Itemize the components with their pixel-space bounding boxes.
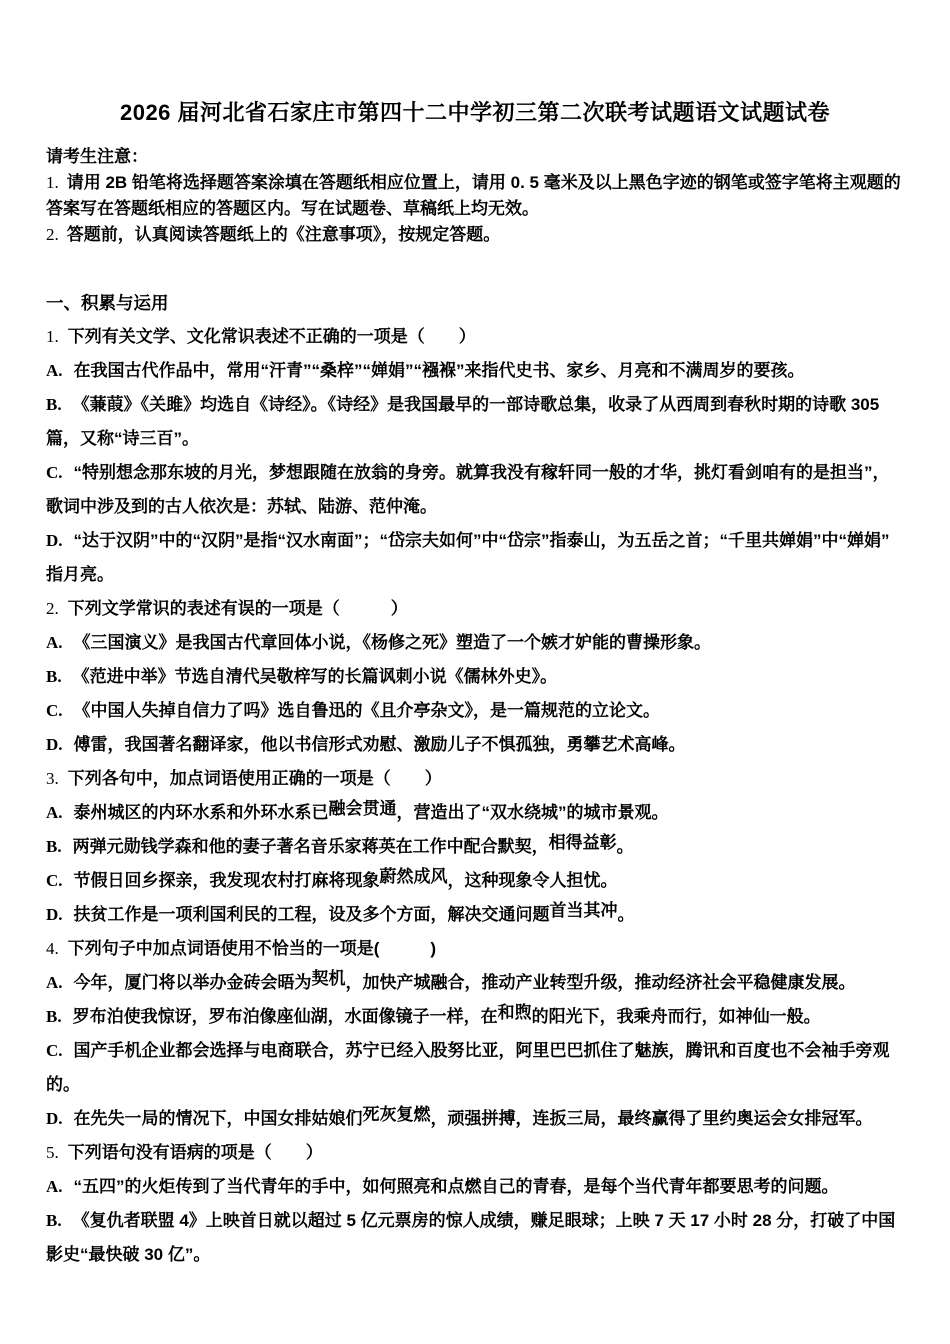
notice-item — [46, 222, 904, 248]
question-block — [46, 762, 904, 932]
option-row — [46, 898, 904, 932]
option-label: D. — [46, 905, 63, 924]
option-label: C. — [46, 1041, 63, 1060]
notice-items — [46, 170, 904, 248]
option-row — [46, 830, 904, 864]
option-row — [46, 524, 904, 592]
notice-heading: 请考生注意： — [46, 147, 148, 166]
option-label: A. — [46, 973, 63, 992]
emphasized-term: 融会贯通 — [328, 799, 397, 818]
option-label: C. — [46, 701, 63, 720]
option-text: ，顽强拼搏，连扳三局，最终赢得了里约奥运会女排冠军。 — [430, 1109, 873, 1128]
option-text: 扶贫工作是一项利国利民的工程，设及多个方面，解决交通问题 — [73, 905, 550, 924]
emphasized-term: 死灰复燃 — [362, 1105, 431, 1124]
option-text: 在我国古代作品中，常用“汗青”“桑梓”“婵娟”“襁褓”来指代史书、家乡、月亮和不满周岁的要孩。 — [73, 361, 805, 380]
option-text: ，这种现象令人担忧。 — [447, 871, 618, 890]
option-label: A. — [46, 803, 63, 822]
question-stem — [46, 1136, 904, 1170]
option-text: 。 — [617, 905, 635, 924]
question-stem — [46, 320, 904, 354]
option-label: B. — [46, 1007, 62, 1026]
option-text: 两弹元勋钱学森和他的妻子著名音乐家蒋英在工作中配合默契， — [72, 837, 549, 856]
option-text: 《三国演义》是我国古代章回体小说，《杨修之死》塑造了一个嫉才妒能的曹操形象。 — [73, 633, 712, 652]
question-block — [46, 592, 904, 762]
option-text: 《中国人失掉自信力了吗》选自鲁迅的《且介亭杂文》，是一篇规范的立论文。 — [73, 701, 661, 720]
question-number: 4. — [46, 939, 59, 958]
option-label: B. — [46, 395, 62, 414]
option-text: “五四”的火炬传到了当代青年的手中，如何照亮和点燃自己的青春，是每个当代青年都要思考的问题。 — [73, 1177, 839, 1196]
question-stem-text: 下列文学常识的表述有误的一项是（ ） — [67, 599, 408, 618]
option-row — [46, 1034, 904, 1102]
option-text: “达于汉阴”中的“汉阴”是指“汉水南面”；“岱宗夫如何”中“岱宗”指泰山，为五岳之首；“千里共婵娟”中“婵娟”指月亮。 — [46, 531, 890, 584]
option-label: A. — [46, 361, 63, 380]
option-label: C. — [46, 871, 63, 890]
page-title: 2026 届河北省石家庄市第四十二中学初三第二次联考试题语文试题试卷 — [119, 100, 831, 125]
notice-item-text: 请用 2B 铅笔将选择题答案涂填在答题纸相应位置上，请用 0. 5 毫米及以上黑色字迹的钢笔或签字笔将主观题的答案写在答题纸相应的答题区内。写在试题卷、草稿纸上均无效。 — [46, 173, 901, 218]
option-text: ，加快产城融合，推动产业转型升级，推动经济社会平稳健康发展。 — [345, 973, 856, 992]
option-text: 《范进中举》节选自清代吴敬梓写的长篇讽刺小说《儒林外史》。 — [72, 667, 558, 686]
option-row — [46, 354, 904, 388]
question-number: 5. — [46, 1143, 59, 1162]
option-row — [46, 456, 904, 524]
emphasized-term: 相得益彰 — [548, 833, 617, 852]
notice-item — [46, 170, 904, 222]
option-text: 今年，厦门将以举办金砖会晤为 — [73, 973, 312, 992]
option-text: 泰州城区的内环水系和外环水系已 — [73, 803, 329, 822]
option-text: 罗布泊使我惊讶，罗布泊像座仙湖，水面像镜子一样，在 — [72, 1007, 498, 1026]
question-number: 2. — [46, 599, 59, 618]
notice-item-text: 答题前，认真阅读答题纸上的《注意事项》，按规定答题。 — [66, 225, 501, 244]
option-row — [46, 1102, 904, 1136]
option-row — [46, 1000, 904, 1034]
option-row — [46, 660, 904, 694]
option-label: C. — [46, 463, 63, 482]
emphasized-term: 首当其冲 — [549, 901, 618, 920]
option-row — [46, 626, 904, 660]
option-label: B. — [46, 667, 62, 686]
option-text: 《复仇者联盟 4》上映首日就以超过 5 亿元票房的惊人成绩，赚足眼球；上映 7 天 17 小时 28 分，打破了中国影史“最快破 30 亿”。 — [46, 1211, 896, 1264]
option-label: B. — [46, 837, 62, 856]
notice-section — [46, 144, 904, 248]
option-text: “特别想念那东坡的月光，梦想跟随在放翁的身旁。就算我没有稼轩同一般的才华，挑灯看剑咱有的是担当”，歌词中涉及到的古人依次是：苏轼、陆游、范仲淹。 — [46, 463, 890, 516]
question-stem — [46, 932, 904, 966]
notice-item-number: 2. — [46, 225, 59, 244]
option-row — [46, 1204, 904, 1272]
emphasized-term: 蔚然成风 — [379, 867, 448, 886]
option-label: B. — [46, 1211, 62, 1230]
question-block — [46, 320, 904, 592]
option-row — [46, 966, 904, 1000]
option-text: 的阳光下，我乘舟而行，如神仙一般。 — [531, 1007, 821, 1026]
option-label: A. — [46, 633, 63, 652]
question-block — [46, 932, 904, 1136]
option-text: 。 — [616, 837, 634, 856]
option-text: ，营造出了“双水绕城”的城市景观。 — [396, 803, 669, 822]
question-stem-text: 下列句子中加点词语使用不恰当的一项是( ) — [67, 939, 437, 958]
option-text: 节假日回乡探亲，我发现农村打麻将现象 — [73, 871, 380, 890]
option-label: D. — [46, 531, 63, 550]
option-label: A. — [46, 1177, 63, 1196]
section-heading: 一、积累与运用 — [46, 293, 169, 313]
question-number: 1. — [46, 327, 59, 346]
question-stem-text: 下列各句中，加点词语使用正确的一项是（ ） — [67, 769, 442, 788]
emphasized-term: 和煦 — [497, 1003, 532, 1022]
question-stem — [46, 592, 904, 626]
option-label: D. — [46, 735, 63, 754]
option-row — [46, 728, 904, 762]
option-text: 《蒹葭》《关雎》均选自《诗经》。《诗经》是我国最早的一部诗歌总集，收录了从西周到春秋时期的诗歌 305 篇，又称“诗三百”。 — [46, 395, 880, 448]
option-text: 傅雷，我国著名翻译家，他以书信形式劝慰、激励儿子不惧孤独，勇攀艺术高峰。 — [73, 735, 686, 754]
question-stem-text: 下列语句没有语病的项是（ ） — [67, 1143, 323, 1162]
question-stem-text: 下列有关文学、文化常识表述不正确的一项是（ ） — [67, 327, 476, 346]
emphasized-term: 契机 — [311, 969, 346, 988]
question-block — [46, 1136, 904, 1272]
option-text: 国产手机企业都会选择与电商联合，苏宁已经入股努比亚，阿里巴巴抓住了魅族，腾讯和百度也不会袖手旁观的。 — [46, 1041, 890, 1094]
option-row — [46, 694, 904, 728]
question-stem — [46, 762, 904, 796]
option-row — [46, 796, 904, 830]
option-label: D. — [46, 1109, 63, 1128]
question-number: 3. — [46, 769, 59, 788]
notice-item-number: 1. — [46, 173, 59, 192]
questions-container — [46, 320, 904, 1272]
option-row — [46, 864, 904, 898]
option-text: 在先失一局的情况下，中国女排姑娘们 — [73, 1109, 363, 1128]
option-row — [46, 1170, 904, 1204]
option-row — [46, 388, 904, 456]
